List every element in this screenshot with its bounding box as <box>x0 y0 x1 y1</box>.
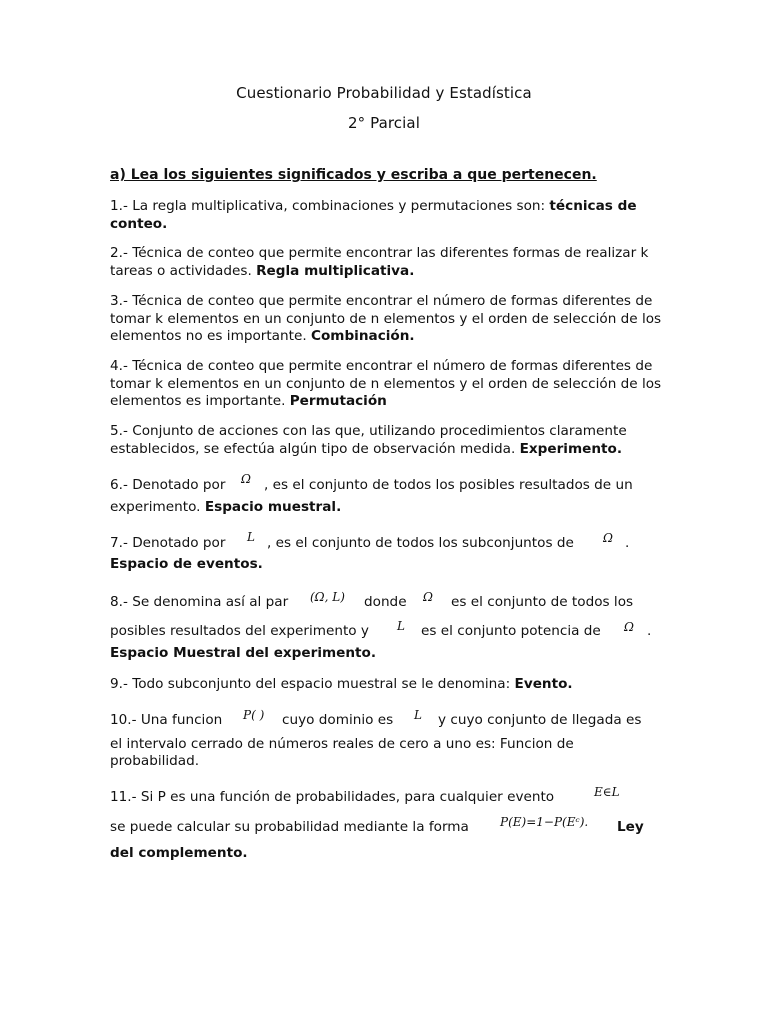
document-subtitle: 2° Parcial <box>348 114 420 132</box>
question-11-part1: 11.- Si P es una función de probabilidades, para cualquier evento <box>110 789 555 805</box>
question-11-answer-part2: del complemento. <box>110 845 248 861</box>
l-symbol: L <box>414 708 422 722</box>
question-8-part4: posibles resultados del experimento y <box>110 623 369 639</box>
question-10-part5: probabilidad. <box>110 753 200 769</box>
question-8-part2: donde <box>364 594 407 610</box>
question-6-part2: , es el conjunto de todos los posibles resultados de un <box>264 477 633 493</box>
question-3-answer: Combinación. <box>310 328 415 344</box>
question-11-answer-part1: Ley <box>617 819 644 835</box>
question-8-part3: es el conjunto de todos los <box>451 594 634 610</box>
e-in-l-symbol: E∈L <box>594 785 620 799</box>
document-title: Cuestionario Probabilidad y Estadística <box>236 84 532 102</box>
question-6-part3: experimento. <box>110 499 205 515</box>
question-9-answer: Evento. <box>514 676 573 692</box>
question-6-answer: Espacio muestral. <box>204 499 342 515</box>
question-1 <box>110 198 662 233</box>
question-8-part6: . <box>647 623 652 639</box>
question-10-part3: y cuyo conjunto de llegada es <box>438 712 642 728</box>
question-10-part4: el intervalo cerrado de números reales de cero a uno es: Funcion de <box>110 736 574 752</box>
question-2-text: 2.- Técnica de conteo que permite encontrar las diferentes formas de realizar k tareas o actividades. <box>110 245 649 279</box>
question-2 <box>110 245 662 280</box>
question-9 <box>110 676 573 694</box>
question-3 <box>110 293 662 346</box>
p-function-symbol: P( ) <box>243 708 265 722</box>
question-2-answer: Regla multiplicativa. <box>256 262 415 279</box>
question-8-part1: 8.- Se denomina así al par <box>110 594 289 610</box>
complement-formula: P(E)=1−P(Eᶜ). <box>500 815 589 829</box>
question-8-part5: es el conjunto potencia de <box>421 623 601 639</box>
question-5 <box>110 423 662 458</box>
question-7-part2: , es el conjunto de todos los subconjuntos de <box>267 535 574 551</box>
question-7-part1: 7.- Denotado por <box>110 535 226 551</box>
question-6-part1: 6.- Denotado por <box>110 477 226 493</box>
omega-symbol: Ω <box>241 472 251 486</box>
l-symbol: L <box>247 530 255 544</box>
omega-l-pair: (Ω, L) <box>310 590 345 604</box>
question-10-part1: 10.- Una funcion <box>110 712 223 728</box>
question-6-line2 <box>110 499 341 517</box>
question-5-text: 5.- Conjunto de acciones con las que, utilizando procedimientos claramente establecidos, se efectúa algún tipo de observación medida. <box>110 423 627 457</box>
question-8-answer: Espacio Muestral del experimento. <box>110 645 377 661</box>
question-1-answer: técnicas de conteo. <box>110 198 637 232</box>
omega-symbol: Ω <box>423 590 433 604</box>
question-4-text: 4.- Técnica de conteo que permite encontrar el número de formas diferentes de tomar k elementos en un conjunto de n elementos y el orden de selección de los elementos es importante. <box>110 358 662 409</box>
question-10-part2: cuyo dominio es <box>282 712 394 728</box>
question-7-answer: Espacio de eventos. <box>110 556 263 572</box>
question-9-text: 9.- Todo subconjunto del espacio muestral se le denomina: <box>110 676 515 692</box>
omega-symbol: Ω <box>624 620 634 634</box>
question-4-answer: Permutación <box>289 393 387 409</box>
question-7-part3: . <box>625 535 630 551</box>
question-3-text: 3.- Técnica de conteo que permite encontrar el número de formas diferentes de tomar k elementos en un conjunto de n elementos y el orden de selección de los elementos no es importante. <box>110 293 662 344</box>
question-11-part2: se puede calcular su probabilidad mediante la forma <box>110 819 469 835</box>
section-heading: a) Lea los siguientes significados y escriba a que pertenecen. <box>110 167 597 183</box>
question-4 <box>110 358 662 411</box>
l-symbol: L <box>397 619 405 633</box>
question-1-text: 1.- La regla multiplicativa, combinaciones y permutaciones son: <box>110 198 550 214</box>
omega-symbol: Ω <box>603 531 613 545</box>
question-5-answer: Experimento. <box>519 440 623 457</box>
